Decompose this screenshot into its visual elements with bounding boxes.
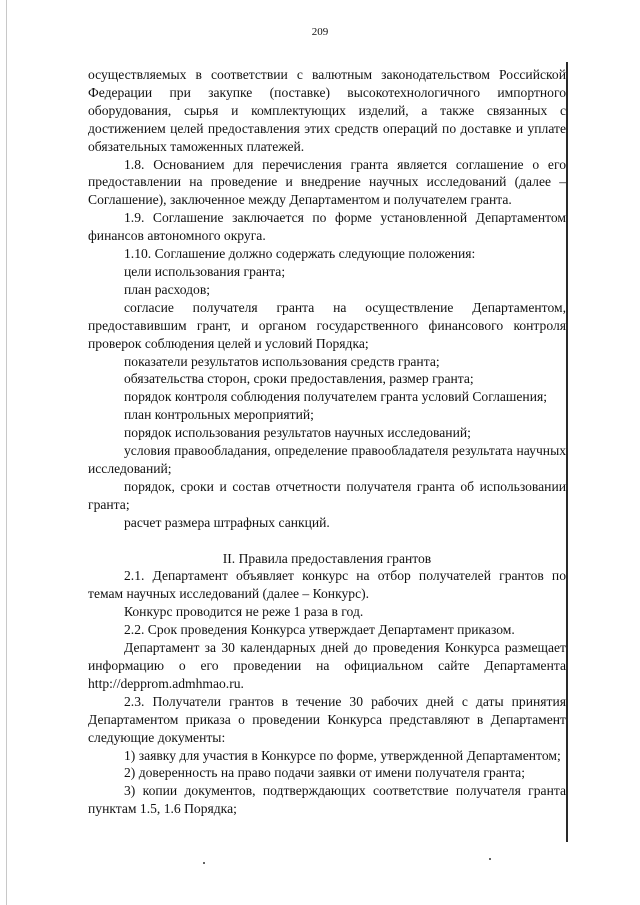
list-item: порядок использования результатов научных исследований; [124,425,471,441]
paragraph: 1.10. Соглашение должно содержать следующие положения: [124,246,476,262]
paragraph: 1.8. Основанием для перечисления гранта является соглашение о его предоставлении на проведение и внедрение научных исследований (далее – Соглашение), заключенное между Департаментом и получателем гранта. [88,156,566,208]
scan-speck [489,858,491,860]
list-item: показатели результатов использования средств гранта; [124,353,440,369]
paragraph: 2.2. Срок проведения Конкурса утверждает Департамент приказом. [124,622,515,638]
paragraph: 2.1. Департамент объявляет конкурс на отбор получателей грантов по темам научных исследований (далее – Конкурс). [88,568,566,602]
list-item: план расходов; [124,281,211,297]
scan-edge-left [6,0,7,905]
list-item: порядок, сроки и состав отчетности получателя гранта об использовании гранта; [88,478,566,512]
document-body [88,66,566,818]
scan-edge-right [566,62,568,842]
paragraph: 2.3. Получатели грантов в течение 30 рабочих дней с даты принятия Департаментом приказа о проведении Конкурса представляют в Департамент следующие документы: [88,693,566,745]
list-item: цели использования гранта; [124,263,286,279]
list-item: расчет размера штрафных санкций. [124,514,330,530]
page-number: 209 [311,26,329,38]
paragraph: осуществляемых в соответствии с валютным законодательством Российской Федерации при закупке (поставке) высокотехнологичного импортного оборудования, сырья и комплектующих изделий, а также связанных с достижением целей предоставления этих средств операций по доставке и уплате обязательных таможенных платежей. [88,67,566,154]
list-item: 3) копии документов, подтверждающих соответствие получателя гранта пунктам 1.5, 1.6 Порядка; [88,783,566,817]
list-item: согласие получателя гранта на осуществление Департаментом, предоставившим грант, и органом государственного финансового контроля проверок соблюдения целей и условий Порядка; [88,299,566,351]
paragraph: 1.9. Соглашение заключается по форме установленной Департаментом финансов автономного округа. [88,210,566,244]
list-item: 2) доверенность на право подачи заявки от имени получателя гранта; [124,765,525,781]
paragraph: Конкурс проводится не реже 1 раза в год. [124,604,364,620]
scan-speck [203,862,205,864]
paragraph: Департамент за 30 календарных дней до проведения Конкурса размещает информацию о его проведении на официальном сайте Департамента http://depprom.admhmao.ru. [88,640,566,691]
list-item: 1) заявку для участия в Конкурсе по форме, утвержденной Департаментом; [124,747,561,763]
section-heading: II. Правила предоставления грантов [222,550,432,566]
list-item: условия правообладания, определение правообладателя результата научных исследований; [88,443,566,476]
list-item: план контрольных мероприятий; [124,407,314,423]
list-item: порядок контроля соблюдения получателем гранта условий Соглашения; [124,389,548,405]
list-item: обязательства сторон, сроки предоставления, размер гранта; [124,371,474,387]
